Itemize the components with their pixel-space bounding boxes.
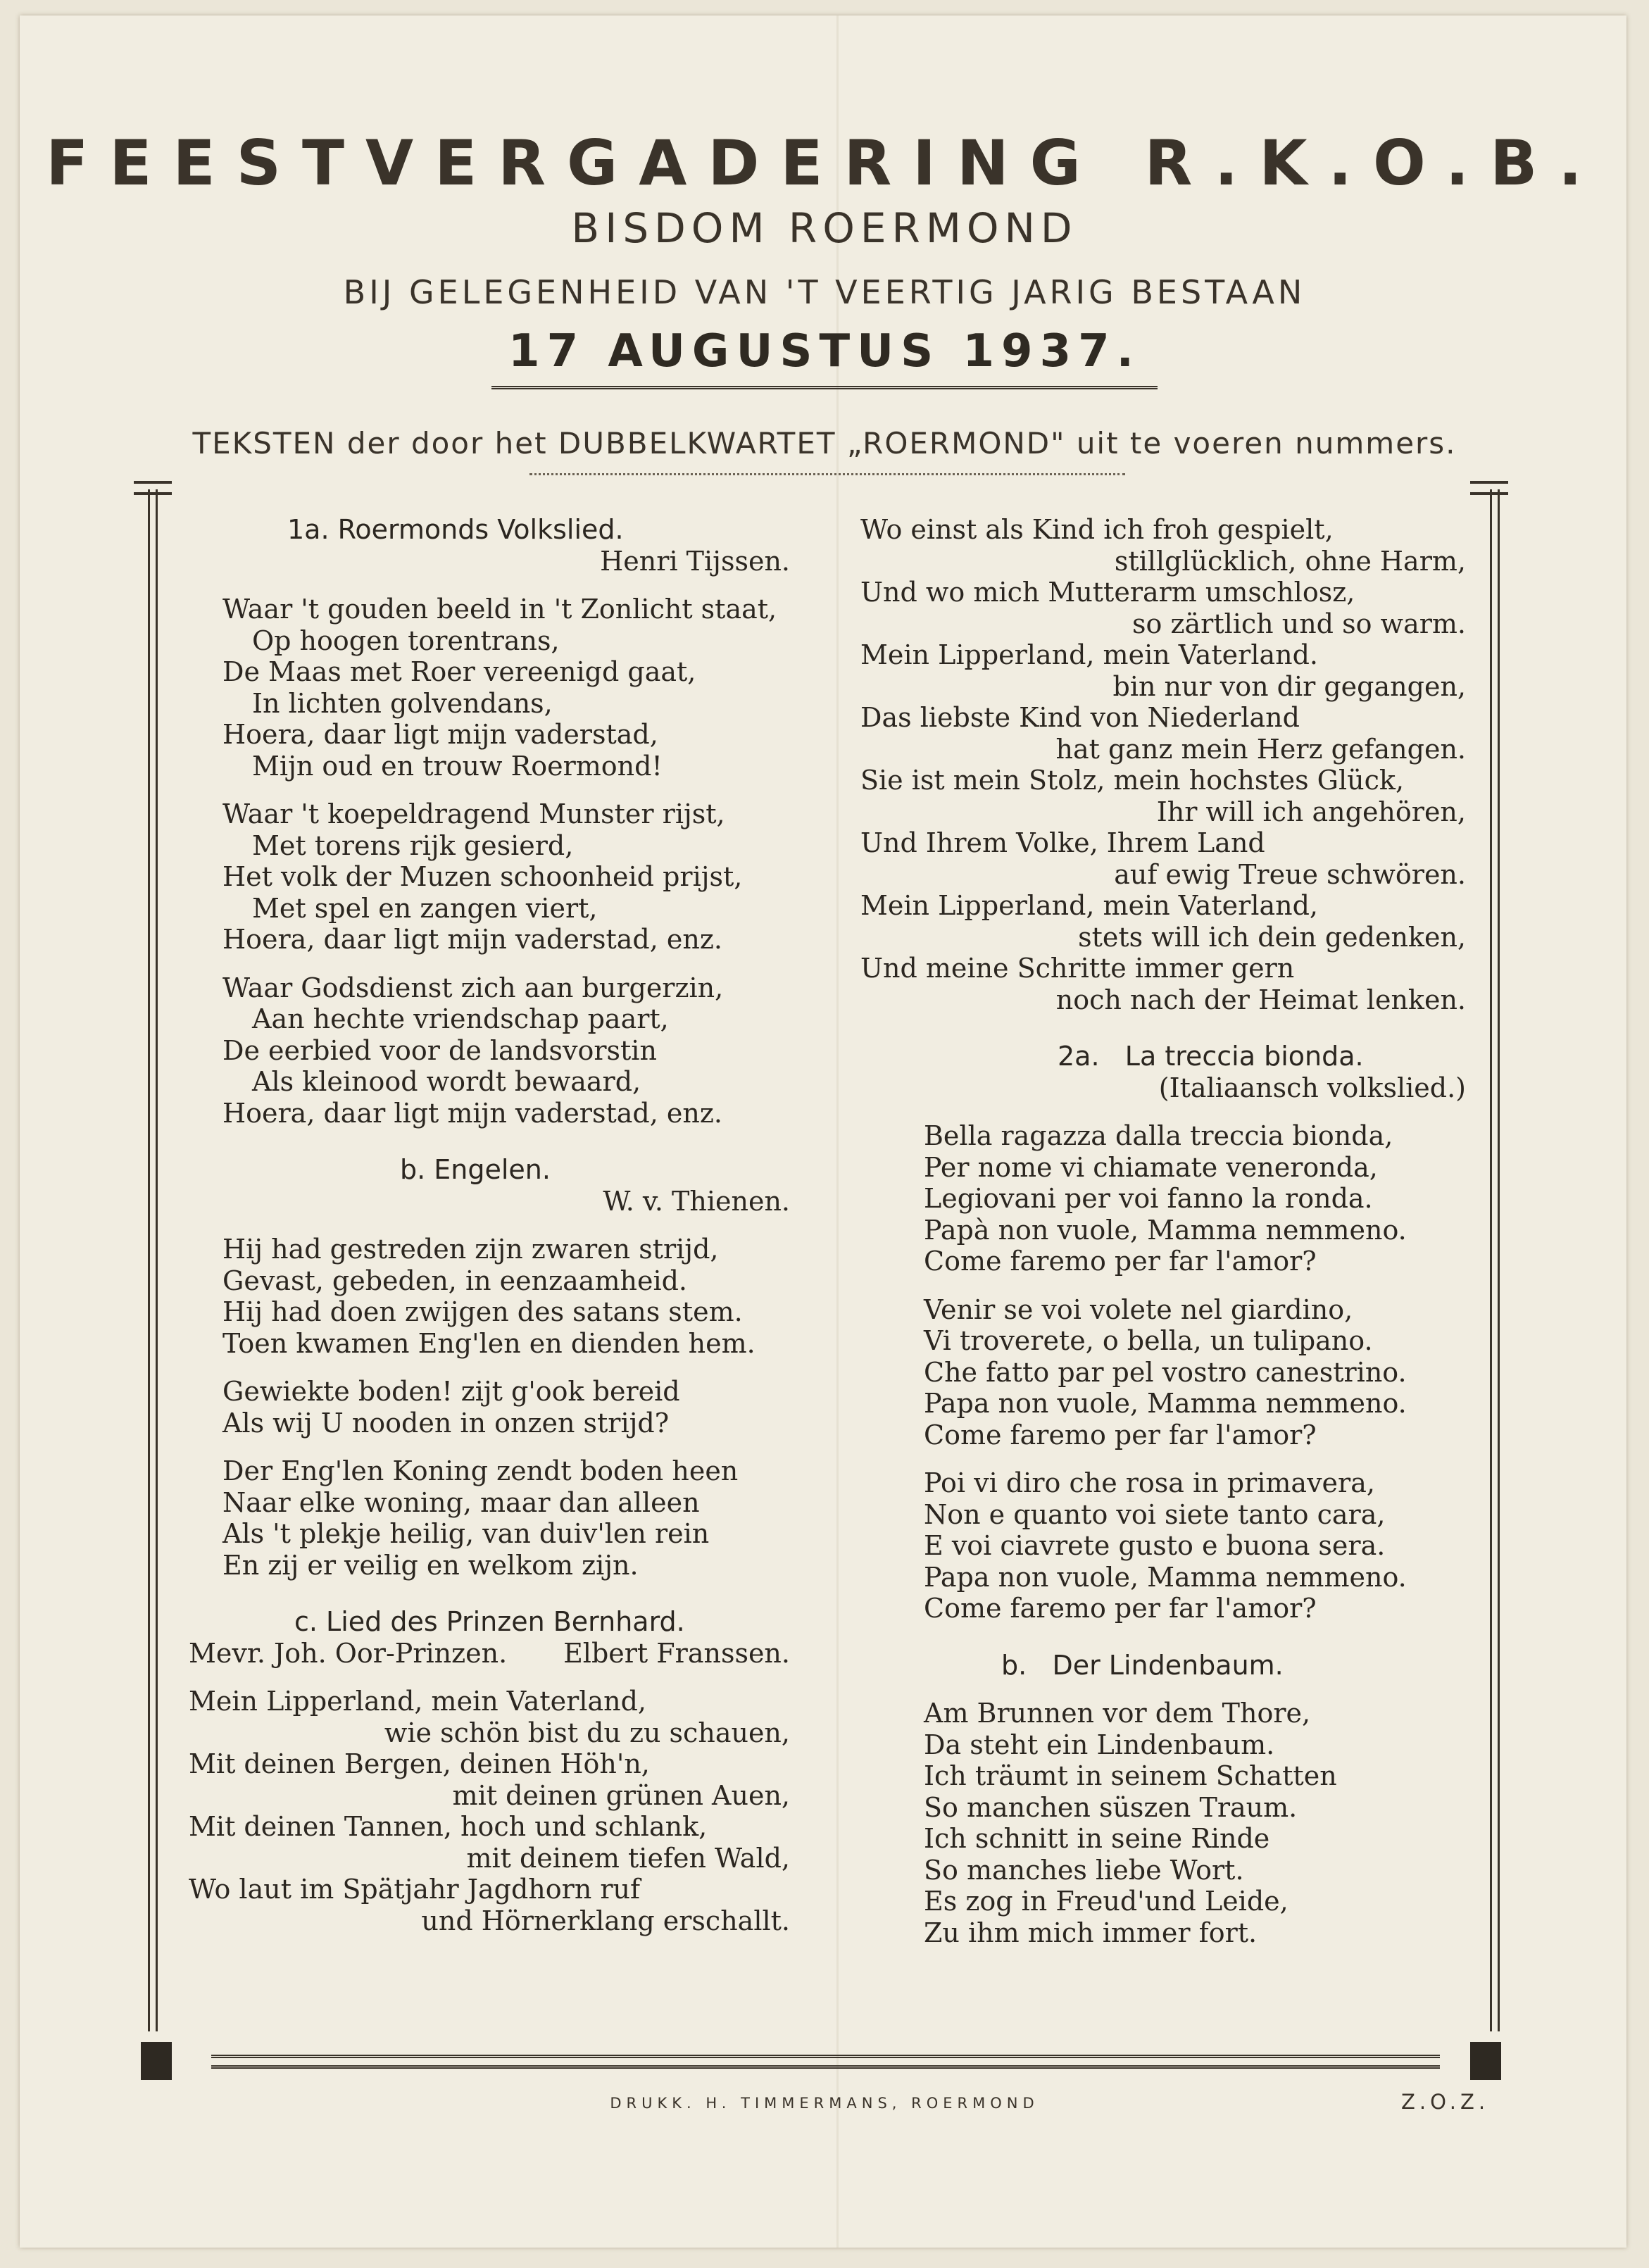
verse-line: Hoera, daar ligt mijn vaderstad, [222,719,658,750]
verse-line: Met spel en zangen viert, [252,892,598,924]
song-heading: b. Engelen. [400,1154,551,1185]
verse-line: So manches liebe Wort. [924,1854,1244,1886]
verse-line: mit deinem tiefen Wald, [466,1842,790,1874]
verse-line: Zu ihm mich immer fort. [924,1917,1258,1948]
verse-line: En zij er veilig en welkom zijn. [222,1549,639,1581]
corner-block-right [1470,2042,1501,2080]
frame-left [148,489,158,2031]
verse-line: mit deinen grünen Auen, [452,1779,790,1811]
verse-line: Da steht ein Lindenbaum. [924,1729,1275,1760]
verse-line: Het volk der Muzen schoonheid prijst, [222,861,743,892]
corner-block-left [141,2042,172,2080]
verse-line: Mijn oud en trouw Roermond! [252,750,663,782]
verse-line: Gevast, gebeden, in eenzaamheid. [222,1265,688,1296]
verse-line: Legiovani per voi fanno la ronda. [924,1183,1373,1214]
page-subtitle: BISDOM ROERMOND [571,204,1078,252]
verse-line: Hoera, daar ligt mijn vaderstad, enz. [222,1097,722,1129]
verse-line: Papà non vuole, Mamma nemmeno. [924,1214,1407,1246]
verse-line: Come faremo per far l'amor? [924,1246,1317,1277]
song-credits [189,1638,797,1669]
turn-over-note: Z.O.Z. [1401,2090,1490,2114]
verse-line: hat ganz mein Herz gefangen. [1055,733,1466,765]
song-heading: c. Lied des Prinzen Bernhard. [294,1606,685,1637]
song-composer: W. v. Thienen. [603,1185,790,1217]
verse-line: Als 't plekje heilig, van duiv'len rein [222,1518,710,1549]
verse-line: Op hoogen torentrans, [252,625,560,656]
verse-line: Wo einst als Kind ich froh gespielt, [860,514,1334,545]
verse-line: Und meine Schritte immer gern [860,953,1295,984]
verse-line: Come faremo per far l'amor? [924,1419,1317,1451]
verse-line: Aan hechte vriendschap paart, [252,1003,669,1034]
verse-line: Am Brunnen vor dem Thore, [924,1698,1311,1729]
title-rule [491,386,1158,389]
verse-line: Als kleinood wordt bewaard, [252,1066,641,1097]
verse-line: Hij had gestreden zijn zwaren strijd, [222,1234,719,1265]
verse-line: Waar Godsdienst zich aan burgerzin, [222,972,724,1003]
verse-line: Das liebste Kind von Niederland [860,702,1300,733]
verse-line: Als wij U nooden in onzen strijd? [222,1407,670,1439]
verse-line: Ich schnitt in seine Rinde [924,1823,1270,1854]
verse-line: Hij had doen zwijgen des satans stem. [222,1296,743,1327]
verse-line: Vi troverete, o bella, un tulipano. [924,1325,1373,1356]
verse-line: So manchen süszen Traum. [924,1791,1298,1823]
frame-bottom [211,2055,1440,2069]
verse-line: Gewiekte boden! zijt g'ook bereid [222,1376,680,1407]
verse-line: und Hörnerklang erschallt. [421,1905,790,1936]
song-note: (Italiaansch volkslied.) [1158,1072,1466,1103]
page-title: FEESTVERGADERING R.K.O.B. [46,127,1603,199]
verse-line: auf ewig Treue schwören. [1114,858,1466,890]
verse-line: Ich träumt in seinem Schatten [924,1760,1337,1791]
verse-line: Papa non vuole, Mamma nemmeno. [924,1388,1407,1419]
verse-line: Venir se voi volete nel giardino, [924,1293,1353,1325]
verse-line: bin nur von dir gegangen, [1112,670,1466,702]
verse-line: Come faremo per far l'amor? [924,1593,1317,1624]
verse-line: E voi ciavrete gusto e buona sera. [924,1530,1386,1561]
verse-line: Waar 't koepeldragend Munster rijst, [222,798,725,829]
verse-line: Mein Lipperland, mein Vaterland, [189,1686,647,1717]
verse-line: Hoera, daar ligt mijn vaderstad, enz. [222,924,722,955]
verse-line: In lichten golvendans, [252,687,553,719]
verse-line: Per nome vi chiamate veneronda, [924,1151,1378,1183]
verse-line: Es zog in Freud'und Leide, [924,1886,1289,1917]
verse-line: Mein Lipperland, mein Vaterland, [860,890,1319,921]
song-heading: b. Der Lindenbaum. [1001,1649,1284,1681]
verse-line: Met torens rijk gesierd, [252,829,574,861]
verse-line: Non e quanto voi siete tanto cara, [924,1498,1386,1530]
verse-line: noch nach der Heimat lenken. [1055,984,1466,1015]
event-date: 17 AUGUSTUS 1937. [508,325,1141,377]
right-column [860,514,1466,1948]
verse-line: De Maas met Roer vereenigd gaat, [222,656,696,687]
song-composer: Henri Tijssen. [600,545,790,577]
verse-line: Naar elke woning, maar dan alleen [222,1486,700,1518]
frame-right [1490,489,1500,2031]
occasion-line: BIJ GELEGENHEID VAN 'T VEERTIG JARIG BESTAAN [343,273,1306,311]
verse-line: Mit deinen Bergen, deinen Höh'n, [189,1748,650,1779]
dotted-divider [529,473,1125,475]
verse-line: Und wo mich Mutterarm umschlosz, [860,577,1355,608]
verse-line: Und Ihrem Volke, Ihrem Land [860,827,1265,858]
verse-line: Poi vi diro che rosa in primavera, [924,1467,1375,1498]
verse-line: wie schön bist du zu schauen, [384,1717,790,1748]
song-heading: 1a. Roermonds Volkslied. [287,514,624,545]
verse-line: stets will ich dein gedenken, [1078,921,1466,953]
verse-line: Che fatto par pel vostro canestrino. [924,1356,1407,1388]
verse-line: Ihr will ich angehören, [1156,796,1466,827]
song-heading: 2a. La treccia bionda. [1058,1041,1364,1072]
song-author: Mevr. Joh. Oor-Prinzen. [189,1637,508,1669]
verse-line: Mit deinen Tannen, hoch und schlank, [189,1811,708,1842]
verse-line: De eerbied voor de landsvorstin [222,1034,657,1066]
song-composer: Elbert Franssen. [563,1637,790,1669]
verse-line: Waar 't gouden beeld in 't Zonlicht staat, [222,594,777,625]
verse-line: stillglücklich, ohne Harm, [1114,545,1466,577]
verse-line: Bella ragazza dalla treccia bionda, [924,1120,1393,1151]
printer-credit: DRUKK. H. TIMMERMANS, ROERMOND [610,2095,1039,2112]
frame-cap-right [1470,481,1508,495]
verse-line: Wo laut im Spätjahr Jagdhorn ruf [189,1874,641,1905]
verse-line: so zärtlich und so warm. [1132,608,1466,639]
verse-line: Sie ist mein Stolz, mein hochstes Glück, [860,765,1405,796]
verse-line: Der Eng'len Koning zendt boden heen [222,1455,739,1486]
verse-line: Mein Lipperland, mein Vaterland. [860,639,1319,670]
left-column [189,514,797,1936]
intro-line: TEKSTEN der door het DUBBELKWARTET „ROERMOND" uit te voeren nummers. [192,426,1457,461]
verse-line: Papa non vuole, Mamma nemmeno. [924,1561,1407,1593]
verse-line: Toen kwamen Eng'len en dienden hem. [222,1327,755,1359]
